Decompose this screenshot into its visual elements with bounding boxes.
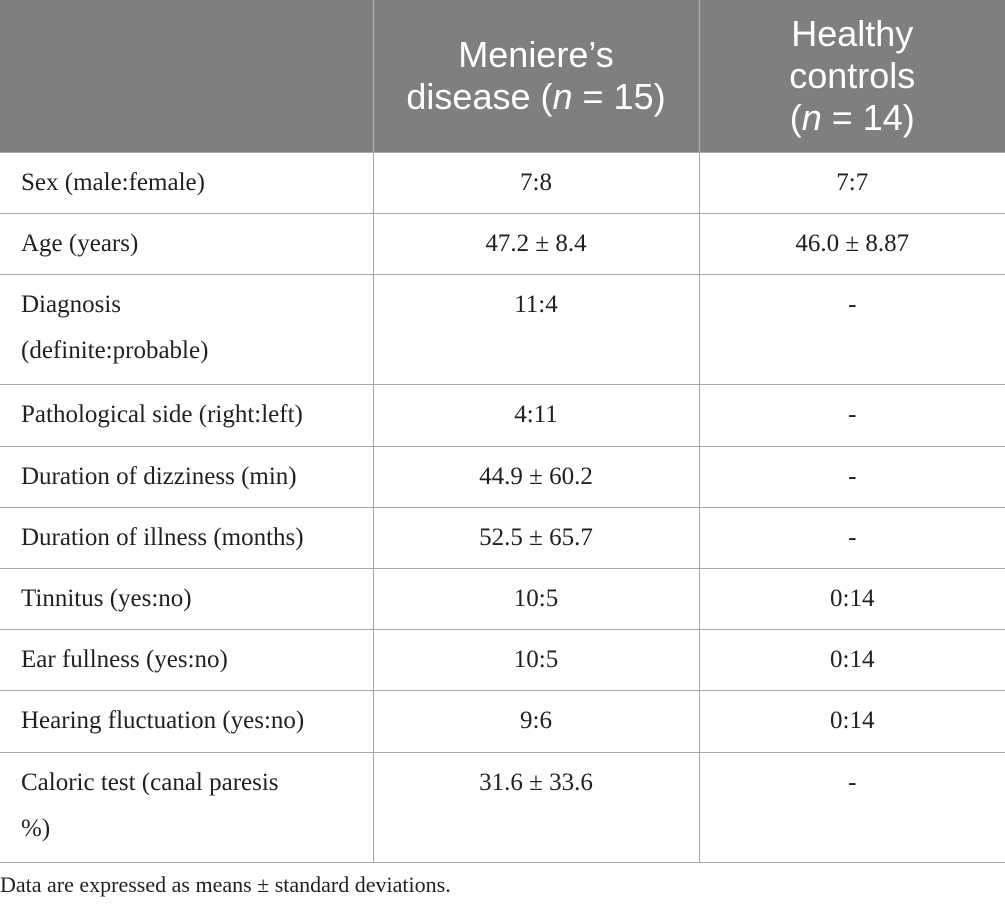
row-label	[0, 213, 373, 274]
header-healthy-line3	[710, 97, 996, 139]
menieres-value: 7:8	[373, 152, 699, 213]
header-menieres-count: = 15)	[572, 75, 666, 117]
header-menieres	[373, 0, 699, 152]
table-row	[0, 446, 1005, 507]
table-row	[0, 568, 1005, 629]
row-label	[0, 690, 373, 752]
table-row	[0, 213, 1005, 274]
table-row	[0, 690, 1005, 752]
table-body	[0, 152, 1005, 862]
menieres-value: 44.9 ± 60.2	[373, 446, 699, 507]
healthy-value: 7:7	[699, 152, 1005, 213]
table-row	[0, 752, 1005, 862]
table-footnote: Data are expressed as means ± standard deviations.	[0, 872, 451, 897]
header-healthy-line1: Healthy	[791, 12, 914, 54]
row-label-line: %)	[21, 814, 51, 842]
menieres-value: 4:11	[373, 384, 699, 446]
row-label-line: Duration of illness (months)	[21, 523, 304, 551]
menieres-value: 10:5	[373, 629, 699, 690]
header-empty-cell	[0, 0, 373, 152]
table-row	[0, 629, 1005, 690]
row-label	[0, 568, 373, 629]
row-label-line: Tinnitus (yes:no)	[21, 584, 192, 612]
row-label-line: Duration of dizziness (min)	[21, 462, 297, 490]
row-label-line: Ear fullness (yes:no)	[21, 645, 228, 673]
healthy-value: 0:14	[699, 629, 1005, 690]
menieres-value: 10:5	[373, 568, 699, 629]
healthy-value: -	[699, 384, 1005, 446]
menieres-value: 47.2 ± 8.4	[373, 213, 699, 274]
table-header	[0, 0, 1005, 152]
header-healthy-line2: controls	[789, 54, 916, 96]
healthy-value: -	[699, 446, 1005, 507]
row-label-line: Caloric test (canal paresis	[21, 768, 279, 796]
menieres-value: 31.6 ± 33.6	[373, 752, 699, 862]
row-label-line: Sex (male:female)	[21, 168, 205, 196]
header-menieres-n: n	[552, 75, 573, 117]
healthy-value: 0:14	[699, 690, 1005, 752]
header-healthy-count: = 14)	[821, 96, 915, 138]
healthy-value: 46.0 ± 8.87	[699, 213, 1005, 274]
header-menieres-line1: Meniere’s	[458, 33, 614, 75]
row-label	[0, 752, 373, 862]
row-label-line: Pathological side (right:left)	[21, 400, 303, 428]
row-label	[0, 274, 373, 384]
table-row	[0, 384, 1005, 446]
header-healthy-paren: (	[789, 96, 802, 138]
header-row	[0, 0, 1005, 152]
header-menieres-line2	[384, 76, 689, 118]
healthy-value: -	[699, 507, 1005, 568]
menieres-value: 52.5 ± 65.7	[373, 507, 699, 568]
row-label-line: (definite:probable)	[21, 336, 209, 364]
healthy-value: -	[699, 752, 1005, 862]
table-row	[0, 507, 1005, 568]
header-healthy-n: n	[801, 96, 822, 138]
menieres-value: 11:4	[373, 274, 699, 384]
row-label	[0, 629, 373, 690]
row-label	[0, 507, 373, 568]
row-label	[0, 152, 373, 213]
healthy-value: 0:14	[699, 568, 1005, 629]
healthy-value: -	[699, 274, 1005, 384]
row-label	[0, 384, 373, 446]
header-menieres-text: disease (	[406, 75, 553, 117]
table-row	[0, 152, 1005, 213]
menieres-value: 9:6	[373, 690, 699, 752]
row-label	[0, 446, 373, 507]
row-label-line: Diagnosis	[21, 290, 121, 318]
table-row	[0, 274, 1005, 384]
row-label-line: Hearing fluctuation (yes:no)	[21, 706, 305, 734]
header-healthy-controls	[699, 0, 1005, 152]
row-label-line: Age (years)	[21, 229, 139, 257]
